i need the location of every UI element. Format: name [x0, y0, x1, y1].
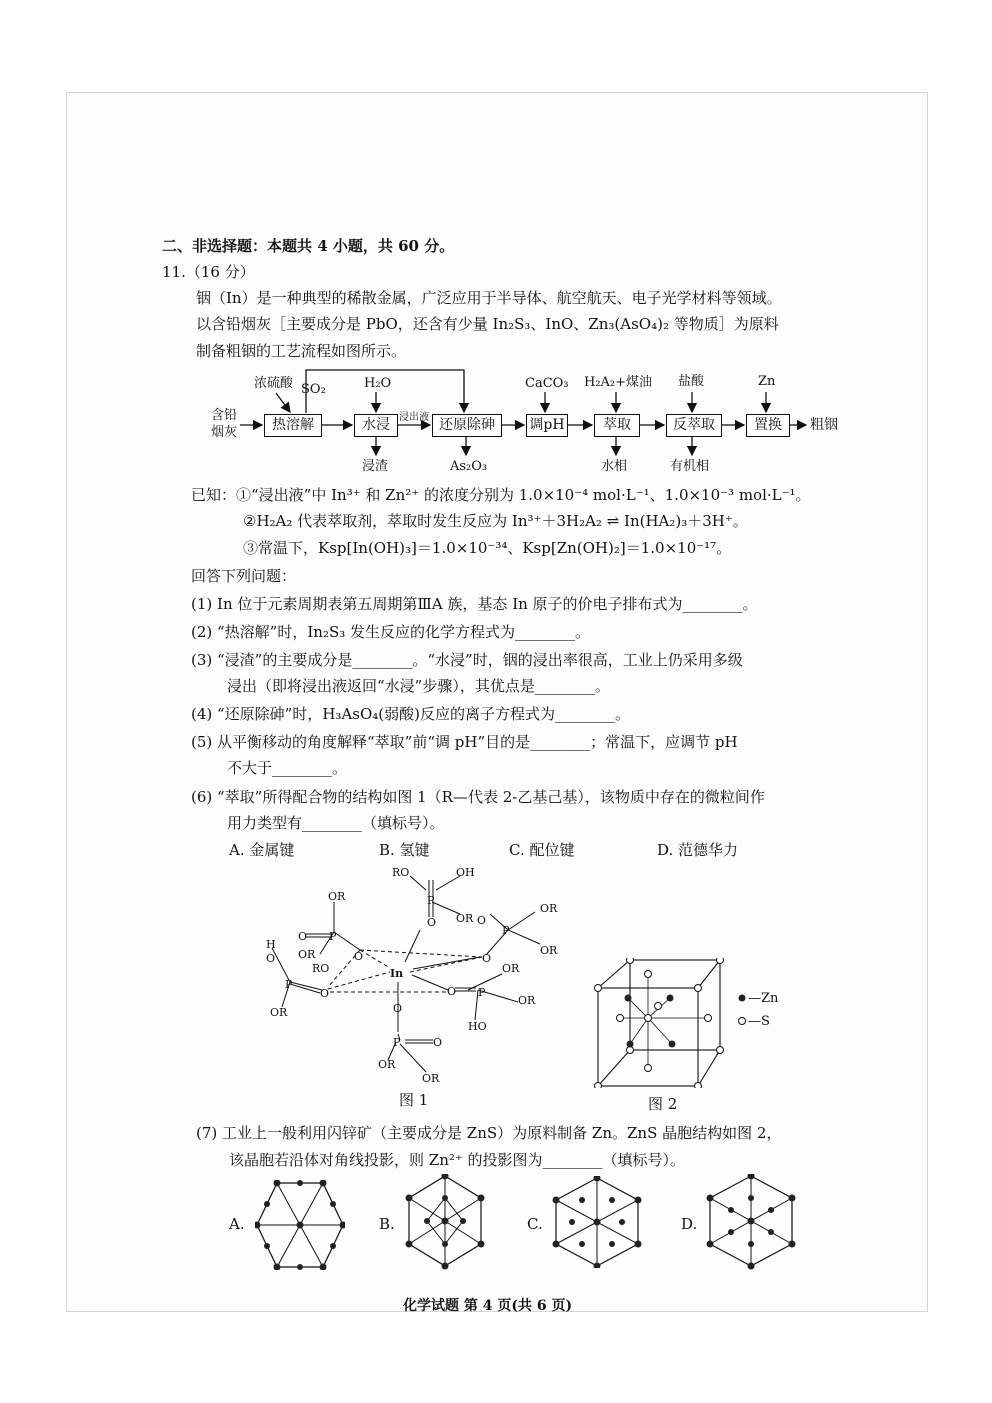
- input-caco3: CaCO₃: [525, 376, 569, 391]
- q7-option-b-label: B.: [379, 1215, 395, 1233]
- output-water-phase: 水相: [601, 459, 628, 474]
- fig1-o-right: O: [482, 952, 492, 965]
- fig1-p-bottom: P: [393, 1036, 401, 1049]
- fig1-ro-top: RO: [392, 866, 410, 879]
- fig1-o-top: O: [427, 916, 437, 929]
- known-3: ③常温下，Ksp[In(OH)₃]＝1.0×10⁻³⁴、Ksp[Zn(OH)₂]＝1.0×10⁻¹⁷。: [243, 539, 732, 557]
- step-reduce-arsenic: 还原除砷: [432, 414, 502, 437]
- sub-question-1: (1) In 位于元素周期表第五周期第ⅢA 族，基态 In 原子的价电子排布式为________。: [191, 595, 758, 613]
- output-as2o3: As₂O₃: [450, 459, 488, 474]
- fig1-or-left-top: OR: [328, 890, 346, 903]
- fig1-or-bottom-2: OR: [422, 1072, 440, 1085]
- q6-option-b: B. 氢键: [379, 841, 430, 859]
- q7-option-b-hexagon: [405, 1174, 485, 1270]
- q6-option-a: A. 金属键: [229, 841, 295, 859]
- known-1: 已知：①“浸出液”中 In³⁺ 和 Zn²⁺ 的浓度分别为 1.0×10⁻⁴ mol·L⁻¹、1.0×10⁻³ mol·L⁻¹。: [191, 486, 811, 504]
- fig1-or-right-3: OR: [502, 962, 520, 975]
- fig1-p-top: P: [427, 894, 435, 907]
- fig1-or-top-right: OR: [456, 912, 474, 925]
- input-conc-h2so4: 浓硫酸: [254, 376, 294, 391]
- step-extraction: 萃取: [594, 414, 640, 437]
- fig1-p-right-top: P: [502, 924, 510, 937]
- fig1-p-right-bottom: P: [478, 986, 486, 999]
- fig1-p-left-top: P: [329, 930, 337, 943]
- fig1-o-h: O: [266, 952, 276, 965]
- q7-option-d-hexagon: [706, 1174, 796, 1270]
- sub-question-6a: (6) “萃取”所得配合物的结构如图 1（R—代表 2-乙基己基），该物质中存在的微粒间作: [191, 788, 765, 806]
- fig1-or-right-4: OR: [518, 994, 536, 1007]
- fig1-o-right-bottom: O: [447, 985, 457, 998]
- intro-line-3: 制备粗铟的工艺流程如图所示。: [196, 342, 407, 360]
- step-water-leach: 水浸: [354, 414, 398, 437]
- fig1-or-left-bottom: OR: [270, 1006, 288, 1019]
- step-adjust-ph: 调pH: [526, 414, 568, 437]
- flowchart-arrows: [0, 0, 992, 480]
- fig1-ro-left: RO: [312, 962, 330, 975]
- fig1-o-bottom-right: O: [433, 1036, 443, 1049]
- fig1-o-left-bottom: O: [320, 987, 330, 1000]
- q7-option-a-hexagon: [255, 1180, 345, 1270]
- legend-zn: —Zn: [748, 991, 779, 1006]
- input-extractant: H₂A₂+煤油: [584, 375, 653, 390]
- fig1-or-bottom-1: OR: [378, 1058, 396, 1071]
- fig1-o-left-center: O: [354, 950, 364, 963]
- q6-option-d: D. 范德华力: [657, 841, 739, 859]
- q7-option-c-label: C.: [527, 1215, 543, 1233]
- figure-2-zns-unit-cell: [590, 958, 810, 1088]
- intro-line-2: 以含铅烟灰［主要成分是 PbO，还含有少量 In₂S₃、InO、Zn₃(AsO₄)₂ 等物质］为原料: [196, 315, 779, 333]
- page-footer: 化学试题 第 4 页(共 6 页): [403, 1298, 573, 1314]
- fig1-oh-top: OH: [456, 866, 475, 879]
- fig1-in-center: In: [390, 967, 404, 980]
- sub-question-3a: (3) “浸渣”的主要成分是________。“水浸”时，铟的浸出率很高，工业上仍采用多级: [191, 651, 743, 669]
- q7-option-c-hexagon: [552, 1176, 642, 1268]
- fig1-or-right-2: OR: [540, 944, 558, 957]
- figure-1-caption: 图 1: [399, 1091, 429, 1109]
- q7-option-d-label: D.: [681, 1215, 698, 1233]
- question-number: 11.（16 分）: [162, 263, 255, 281]
- sub-question-2: (2) “热溶解”时，In₂S₃ 发生反应的化学方程式为________。: [191, 623, 591, 641]
- known-2: ②H₂A₂ 代表萃取剂，萃取时发生反应为 In³⁺＋3H₂A₂ ⇌ In(HA₂)₃＋3H⁺。: [243, 512, 748, 530]
- sub-question-4: (4) “还原除砷”时，H₃AsO₄(弱酸)反应的离子方程式为________。: [191, 705, 630, 723]
- section-heading: 二、非选择题：本题共 4 小题，共 60 分。: [162, 237, 455, 255]
- sub-question-7b: 该晶胞若沿体对角线投影，则 Zn²⁺ 的投影图为________（填标号）。: [229, 1151, 686, 1169]
- fig1-o-right-top: O: [477, 914, 487, 927]
- intro-line-1: 铟（In）是一种典型的稀散金属，广泛应用于半导体、航空航天、电子光学材料等领域。: [196, 289, 782, 307]
- fig1-h: H: [266, 938, 276, 951]
- legend-zn-dot: [739, 995, 746, 1002]
- fig1-o-left: O: [298, 930, 308, 943]
- q6-option-c: C. 配位键: [509, 841, 575, 859]
- legend-s: —S: [748, 1014, 770, 1029]
- fig1-o-bottom: O: [393, 1002, 403, 1015]
- flow-product: 粗铟: [810, 417, 838, 433]
- output-residue: 浸渣: [362, 459, 389, 474]
- step-back-extraction: 反萃取: [666, 414, 722, 437]
- legend-s-dot: [739, 1018, 746, 1025]
- answer-prompt: 回答下列问题：: [191, 567, 297, 585]
- sub-question-3b: 浸出（即将浸出液返回“水浸”步骤），其优点是________。: [227, 677, 610, 695]
- fig1-or-left-mid: OR: [298, 948, 316, 961]
- flow-start-line-2: 烟灰: [211, 425, 238, 440]
- output-organic-phase: 有机相: [670, 459, 710, 474]
- fig1-ho: HO: [468, 1020, 487, 1033]
- fig1-p-left-bottom: P: [285, 978, 293, 991]
- sub-question-7a: (7) 工业上一般利用闪锌矿（主要成分是 ZnS）为原料制备 Zn。ZnS 晶胞结构如图 2，: [196, 1124, 782, 1142]
- input-hcl: 盐酸: [678, 374, 705, 389]
- flow-start-line-1: 含铅: [211, 408, 238, 423]
- figure-1-complex-structure: [250, 862, 580, 1092]
- step-hot-dissolve: 热溶解: [264, 414, 322, 437]
- input-water: H₂O: [364, 376, 392, 391]
- figure-2-caption: 图 2: [648, 1095, 678, 1113]
- sub-question-5a: (5) 从平衡移动的角度解释“萃取”前“调 pH”目的是________；常温下，应调节 pH: [191, 733, 738, 751]
- sub-question-5b: 不大于________。: [227, 759, 348, 777]
- q7-option-a-label: A.: [229, 1215, 245, 1233]
- leach-liquid-label: 浸出液: [399, 412, 429, 423]
- input-so2: SO₂: [301, 382, 326, 397]
- step-replacement: 置换: [746, 414, 790, 437]
- fig1-or-right-1: OR: [540, 902, 558, 915]
- sub-question-6b: 用力类型有________（填标号）。: [227, 814, 445, 832]
- input-zn: Zn: [758, 374, 776, 389]
